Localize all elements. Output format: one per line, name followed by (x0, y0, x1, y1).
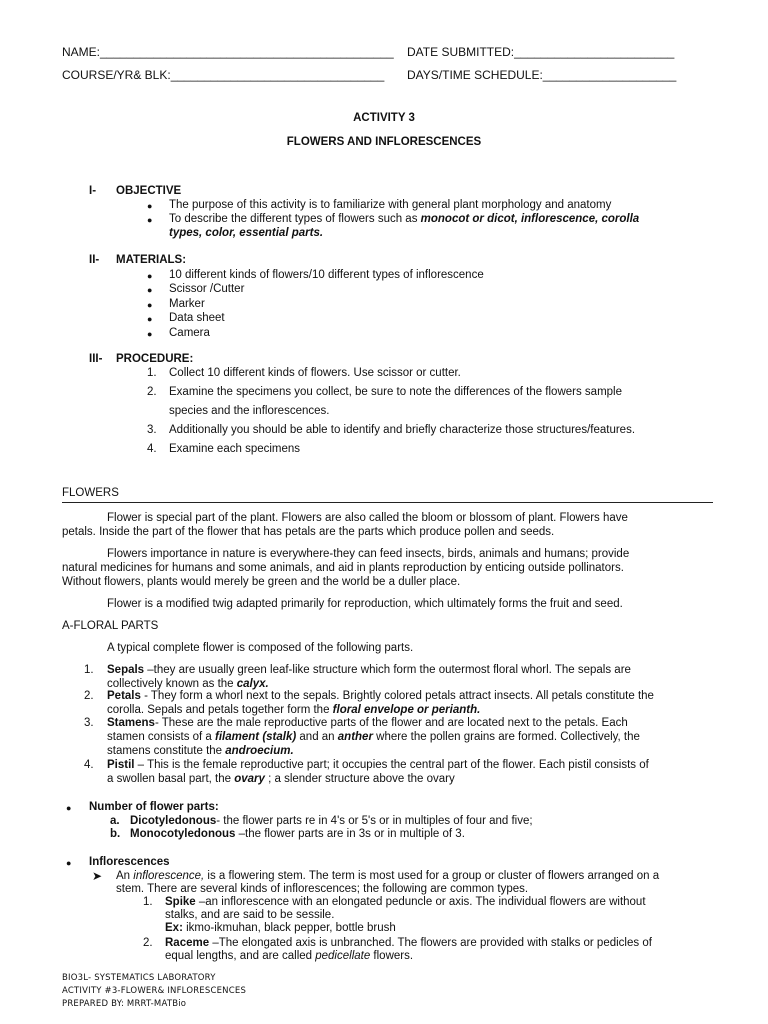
bullet-icon: ● (147, 329, 153, 339)
inflorescence-number: 2. (143, 937, 153, 949)
inflorescences-line-2: stem. There are several kinds of inflorescences; the following are common types. (116, 883, 529, 895)
footer-activity: ACTIVITY #3-FLOWER& INFLORESCENCES (62, 986, 247, 996)
floral-part-number: 3. (84, 717, 94, 729)
floral-part-number: 2. (84, 690, 94, 702)
procedure-step-cont: species and the inflorescences. (169, 405, 330, 417)
days-schedule-line: DAYS/TIME SCHEDULE:____________________ (407, 68, 677, 82)
materials-item: Marker (169, 298, 205, 310)
procedure-step-number: 4. (147, 443, 157, 455)
floral-part-sepals: Sepals –they are usually green leaf-like structure which form the outermost floral whorl. The sepals are (107, 664, 631, 676)
procedure-step-number: 3. (147, 424, 157, 436)
flowers-paragraph-1-cont: petals. Inside the part of the flower that has petals are the parts which produce pollen and seeds. (62, 526, 555, 538)
footer-course: BIO3L- SYSTEMATICS LABORATORY (62, 973, 216, 983)
floral-part-stamens-cont: stamens constitute the androecium. (107, 745, 294, 757)
objective-item-2-cont: types, color, essential parts. (169, 227, 324, 239)
flowers-paragraph-2: Flowers importance in nature is everywhere-they can feed insects, birds, animals and humans; provide (107, 548, 630, 560)
materials-heading: MATERIALS: (116, 254, 187, 266)
floral-part-number: 1. (84, 664, 94, 676)
activity-subtitle: FLOWERS AND INFLORESCENCES (286, 136, 482, 148)
floral-part-stamens-cont: stamen consists of a filament (stalk) and an anther where the pollen grains are formed. Collectively, the (107, 731, 640, 743)
objective-item-2: To describe the different types of flowers such as monocot or dicot, inflorescence, corolla (169, 213, 640, 225)
floral-parts-heading: A-FLORAL PARTS (62, 620, 159, 632)
floral-part-petals: Petals - They form a whorl next to the sepals. Brightly colored petals attract insects. All petals constitute the (107, 690, 654, 702)
number-parts-letter: b. (110, 828, 121, 840)
materials-item: Scissor /Cutter (169, 283, 245, 295)
flowers-heading: FLOWERS (62, 487, 119, 499)
number-parts-dicot: Dicotyledonous- the flower parts re in 4's or 5's or in multiples of four and five; (130, 815, 533, 827)
floral-part-number: 4. (84, 759, 94, 771)
activity-title: ACTIVITY 3 (353, 112, 415, 124)
footer-prepared-by: PREPARED BY: MRRT-MATBio (62, 999, 187, 1009)
procedure-step: Collect 10 different kinds of flowers. Use scissor or cutter. (169, 367, 461, 379)
number-parts-letter: a. (110, 815, 120, 827)
inflorescences-line-1: An inflorescence, is a flowering stem. The term is most used for a group or cluster of flowers arranged on a (116, 870, 660, 882)
objective-number: I- (89, 185, 97, 197)
flowers-paragraph-1: Flower is special part of the plant. Flowers are also called the bloom or blossom of plant. Flowers have (107, 512, 628, 524)
bullet-icon: ● (147, 215, 153, 225)
bullet-icon: ● (147, 201, 153, 211)
procedure-heading: PROCEDURE: (116, 353, 194, 365)
number-parts-heading: Number of flower parts: (89, 801, 219, 813)
floral-parts-intro: A typical complete flower is composed of the following parts. (107, 642, 414, 654)
objective-heading: OBJECTIVE (116, 185, 182, 197)
floral-part-stamens: Stamens- These are the male reproductive parts of the flower and are located next to the petals. Each (107, 717, 628, 729)
procedure-step-number: 2. (147, 386, 157, 398)
flowers-paragraph-3: Flower is a modified twig adapted primarily for reproduction, which ultimately forms the fruit and seed. (107, 598, 623, 610)
procedure-step: Examine each specimens (169, 443, 301, 455)
bullet-icon: ● (147, 271, 153, 281)
bullet-icon: ● (66, 803, 72, 813)
name-line: NAME:____________________________________________ (62, 45, 394, 59)
floral-part-pistil-cont: a swollen basal part, the ovary ; a slender structure above the ovary (107, 773, 455, 785)
inflorescence-raceme: Raceme –The elongated axis is unbranched. The flowers are provided with stalks or pedicles of (165, 937, 652, 949)
materials-item: Data sheet (169, 312, 225, 324)
bullet-icon: ● (147, 300, 153, 310)
date-submitted-line: DATE SUBMITTED:________________________ (407, 45, 675, 59)
objective-item-1: The purpose of this activity is to familiarize with general plant morphology and anatomy (169, 199, 612, 211)
materials-item: Camera (169, 327, 210, 339)
procedure-step: Examine the specimens you collect, be sure to note the differences of the flowers sample (169, 386, 623, 398)
materials-item: 10 different kinds of flowers/10 different types of inflorescence (169, 269, 484, 281)
number-parts-monocot: Monocotyledonous –the flower parts are in 3s or in multiple of 3. (130, 828, 465, 840)
floral-part-pistil: Pistil – This is the female reproductive part; it occupies the central part of the flower. Each pistil consists of (107, 759, 649, 771)
inflorescence-raceme-cont: equal lengths, and are called pedicellate flowers. (165, 950, 414, 962)
section-divider (62, 502, 713, 503)
inflorescence-spike-cont: stalks, and are said to be sessile. (165, 909, 335, 921)
bullet-icon: ● (147, 285, 153, 295)
floral-part-petals-cont: corolla. Sepals and petals together form the floral envelope or perianth. (107, 704, 481, 716)
arrow-bullet-icon: ➤ (92, 869, 103, 883)
flowers-paragraph-2-cont: natural medicines for humans and some animals, and aid in plants reproduction by enticing outside pollinators. (62, 562, 624, 574)
bullet-icon: ● (147, 314, 153, 324)
materials-number: II- (89, 254, 100, 266)
flowers-paragraph-2-cont: Without flowers, plants would merely be green and the world be a duller place. (62, 576, 461, 588)
procedure-step: Additionally you should be able to identify and briefly characterize those structures/features. (169, 424, 636, 436)
inflorescence-spike-example: Ex: ikmo-ikmuhan, black pepper, bottle brush (165, 922, 396, 934)
inflorescence-number: 1. (143, 896, 153, 908)
inflorescence-spike: Spike –an inflorescence with an elongated peduncle or axis. The individual flowers are without (165, 896, 646, 908)
procedure-number: III- (89, 353, 103, 365)
procedure-step-number: 1. (147, 367, 157, 379)
course-line: COURSE/YR& BLK:________________________________ (62, 68, 385, 82)
inflorescences-heading: Inflorescences (89, 856, 170, 868)
bullet-icon: ● (66, 858, 72, 868)
floral-part-sepals-cont: collectively known as the calyx. (107, 678, 269, 690)
